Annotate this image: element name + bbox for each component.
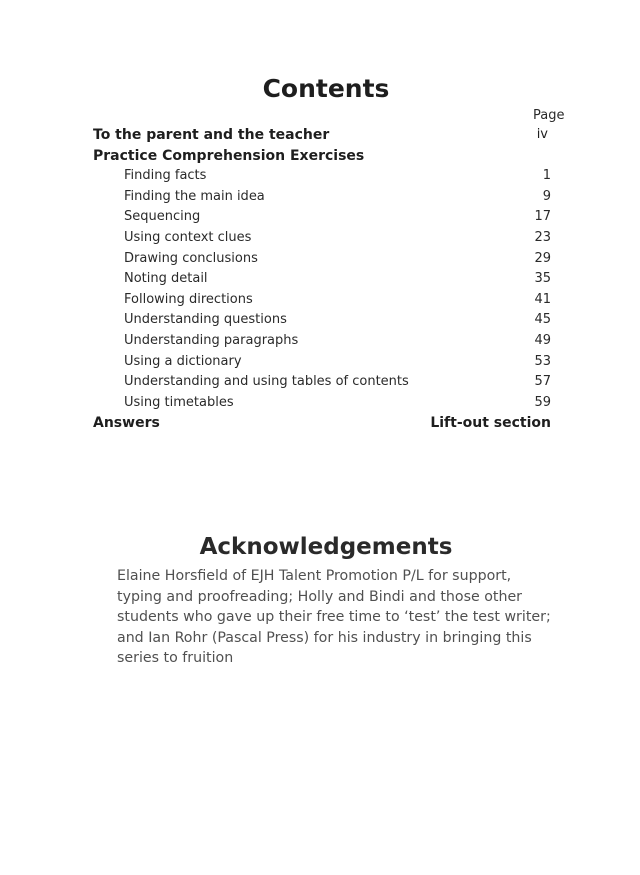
table-of-contents xyxy=(0,125,640,434)
acknowledgements-line: students who gave up their free time to ‘test’ the test writer; xyxy=(117,609,551,625)
toc-entry-text: Sequencing xyxy=(124,209,201,225)
toc-entry-text: Understanding questions xyxy=(124,312,287,328)
toc-entry-text: Finding facts xyxy=(124,168,207,184)
toc-entry-page: 35 xyxy=(534,271,551,287)
toc-entry-page: iv xyxy=(536,127,548,142)
toc-entry-text: Practice Comprehension Exercises xyxy=(93,147,365,164)
toc-entry xyxy=(0,290,640,311)
toc-entry-text: Finding the main idea xyxy=(124,188,265,204)
acknowledgements-line: and Ian Rohr (Pascal Press) for his industry in bringing this xyxy=(117,629,532,646)
acknowledgements-title: Acknowledgements xyxy=(199,534,453,560)
toc-entry xyxy=(0,372,640,393)
toc-entry-text: Using timetables xyxy=(124,394,234,410)
toc-entry-text: Using a dictionary xyxy=(124,353,242,369)
acknowledgements-line: series to fruition xyxy=(117,650,234,666)
toc-entry-page: Lift-out section xyxy=(430,415,551,432)
toc-entry xyxy=(0,187,640,208)
toc-entry xyxy=(0,331,640,352)
toc-entry xyxy=(0,310,640,331)
toc-entry-text: Using context clues xyxy=(124,229,252,245)
toc-entry-page: 23 xyxy=(534,229,551,245)
toc-entry xyxy=(0,352,640,373)
toc-entry xyxy=(0,249,640,270)
toc-entry xyxy=(0,207,640,228)
toc-entry-text: Understanding paragraphs xyxy=(124,332,299,348)
toc-entry-page: 9 xyxy=(542,188,551,204)
acknowledgements-body xyxy=(117,566,551,669)
toc-entry-parent-teacher xyxy=(0,125,640,146)
toc-entry-text: Following directions xyxy=(124,291,253,307)
toc-entry-page: 49 xyxy=(534,332,551,348)
toc-entry-page: 1 xyxy=(542,168,551,184)
toc-entry-text: Answers xyxy=(93,415,160,432)
acknowledgements-line: typing and proofreading; Holly and Bindi and those other xyxy=(117,588,523,605)
page-column-header: Page xyxy=(533,108,565,123)
toc-entry-page: 41 xyxy=(534,291,551,307)
toc-entry-text: Understanding and using tables of contents xyxy=(124,374,409,390)
toc-entry-page: 53 xyxy=(534,353,551,369)
toc-entry xyxy=(0,393,640,414)
contents-title: Contents xyxy=(262,74,390,103)
toc-entry-practice-exercises xyxy=(0,146,640,167)
toc-entry-page: 45 xyxy=(534,312,551,328)
toc-entry xyxy=(0,269,640,290)
toc-entry-page: 57 xyxy=(534,374,551,390)
toc-entry-page: 29 xyxy=(534,250,551,266)
acknowledgements-line: Elaine Horsfield of EJH Talent Promotion P/L for support, xyxy=(117,568,512,584)
toc-entry xyxy=(0,228,640,249)
toc-entry-page: 17 xyxy=(534,209,551,225)
toc-entry-page: 59 xyxy=(534,394,551,410)
toc-entry-text: Noting detail xyxy=(124,271,208,287)
toc-entry-answers xyxy=(0,413,640,434)
toc-entry xyxy=(0,166,640,187)
toc-entry-text: Drawing conclusions xyxy=(124,250,258,266)
toc-entry-text: To the parent and the teacher xyxy=(93,127,330,143)
